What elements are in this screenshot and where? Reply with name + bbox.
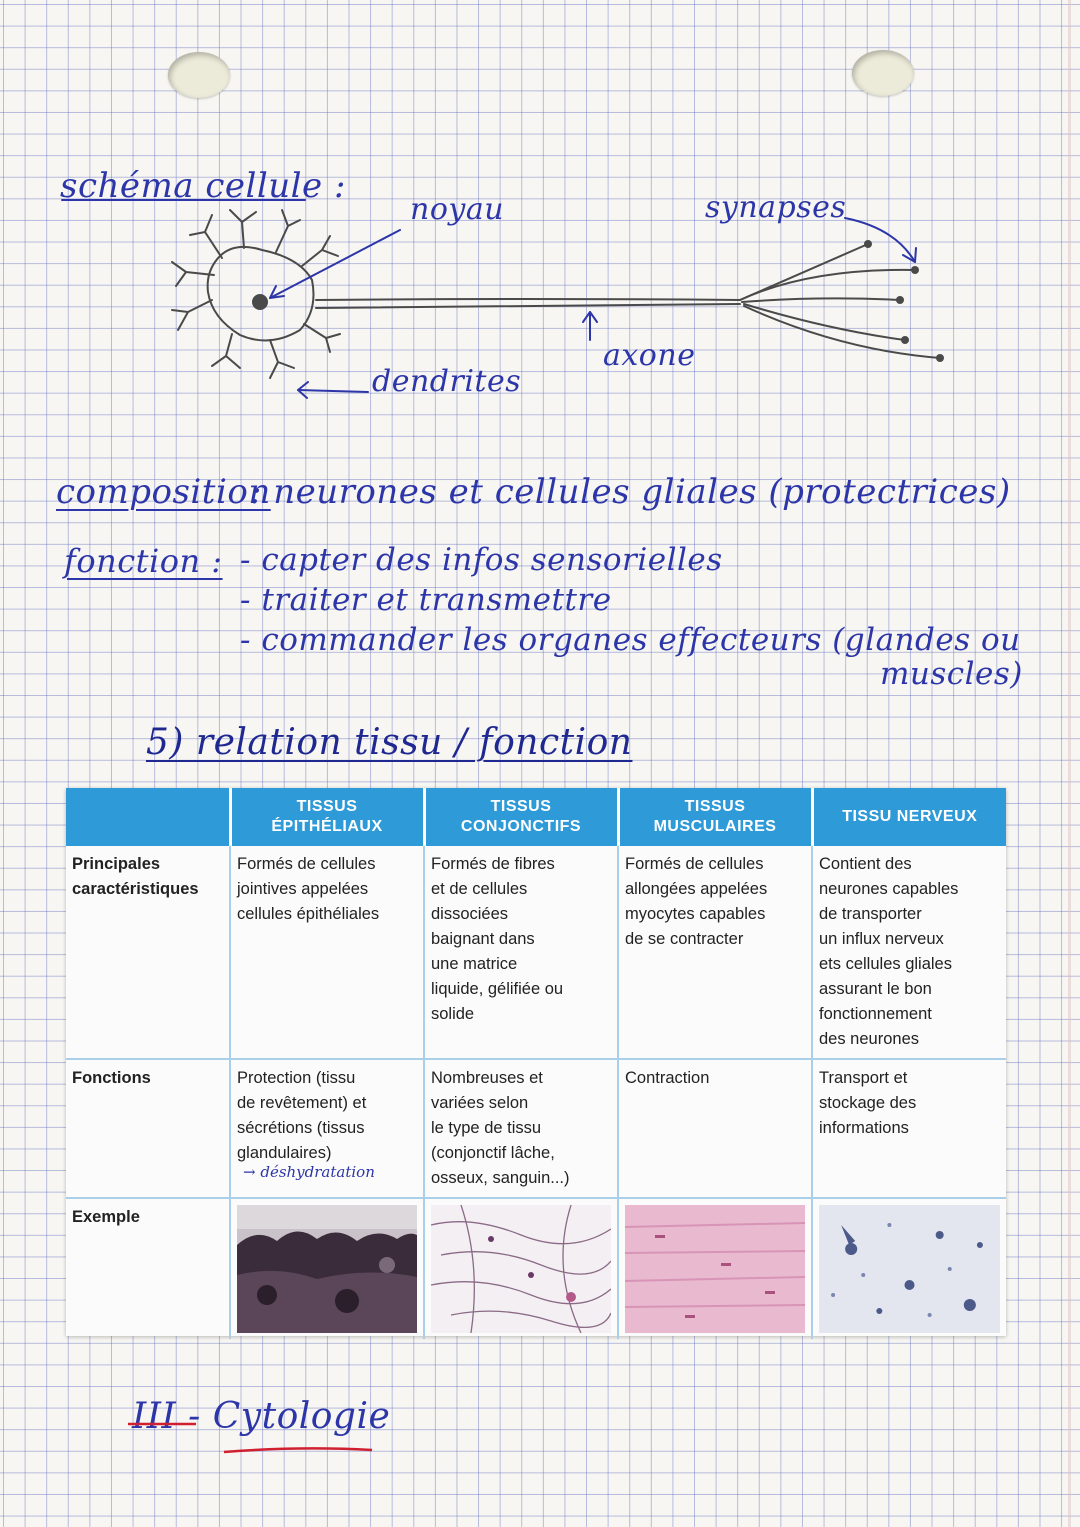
- section-5-title: 5) relation tissu / fonction: [146, 722, 633, 763]
- cell-functions-epitheliaux: [230, 1059, 424, 1198]
- rowhead-characteristics: Principales caractéristiques: [66, 846, 230, 1059]
- label-axone: axone: [603, 338, 696, 373]
- cell-characteristics-musculaires: Formés de cellules allongées appelées myocytes capables de se contracter: [618, 846, 812, 1059]
- label-dendrites: dendrites: [372, 364, 522, 399]
- nervous-tissue-image: [819, 1205, 1000, 1333]
- fonction-label: fonction :: [64, 542, 223, 580]
- schema-title: schéma cellule :: [60, 166, 346, 206]
- connective-tissue-image: [431, 1205, 611, 1333]
- cell-functions-conjonctifs: Nombreuses et variées selon le type de tissu (conjonctif lâche, osseux, sanguin...): [424, 1059, 618, 1198]
- section-3-title: [132, 1396, 390, 1437]
- table-header-row: [66, 788, 1006, 846]
- label-synapses: synapses: [705, 190, 847, 225]
- tissue-table-card: [66, 788, 1006, 1336]
- cell-example-epitheliaux: [230, 1198, 424, 1339]
- composition-text: : neurones et cellules gliales (protectrices): [250, 472, 1011, 512]
- fonction-item-1: - capter des infos sensorielles: [240, 542, 723, 578]
- rowhead-example: Exemple: [66, 1198, 230, 1339]
- header-epitheliaux: TISSUS ÉPITHÉLIAUX: [230, 788, 424, 846]
- handwritten-note-deshydratation: → déshydratation: [243, 1163, 375, 1181]
- rowhead-functions: Fonctions: [66, 1059, 230, 1198]
- cell-characteristics-conjonctifs: Formés de fibres et de cellules dissociées baignant dans une matrice liquide, gélifiée ou solide: [424, 846, 618, 1059]
- section-3-title-text: III - Cytologie: [132, 1396, 391, 1437]
- fonction-item-4: muscles): [880, 656, 1023, 692]
- neuron-diagram: [0, 0, 1080, 460]
- label-noyau: noyau: [410, 192, 505, 227]
- header-conjonctifs: TISSUS CONJONCTIFS: [424, 788, 618, 846]
- header-musculaires: TISSUS MUSCULAIRES: [618, 788, 812, 846]
- cell-functions-epitheliaux-text: Protection (tissu de revêtement) et sécrétions (tissus glandulaires): [237, 1069, 367, 1162]
- muscle-tissue-image: [625, 1205, 805, 1333]
- cell-example-nerveux: [812, 1198, 1006, 1339]
- table-row-functions: [66, 1059, 1006, 1198]
- cell-example-conjonctifs: [424, 1198, 618, 1339]
- header-nerveux: TISSU NERVEUX: [812, 788, 1006, 846]
- table-row-characteristics: [66, 846, 1006, 1059]
- epithelial-tissue-image: [237, 1205, 417, 1333]
- tissue-table: [66, 788, 1006, 1339]
- fonction-item-2: - traiter et transmettre: [240, 582, 612, 618]
- fonction-item-3: - commander les organes effecteurs (glandes ou: [240, 622, 1021, 658]
- header-blank: [66, 788, 230, 846]
- cell-characteristics-nerveux: Contient des neurones capables de transporter un influx nerveux ets cellules gliales assurant le bon fonctionnement des neurones: [812, 846, 1006, 1059]
- cell-characteristics-epitheliaux: Formés de cellules jointives appelées cellules épithéliales: [230, 846, 424, 1059]
- cell-functions-musculaires: Contraction: [618, 1059, 812, 1198]
- cell-example-musculaires: [618, 1198, 812, 1339]
- composition-label: composition: [56, 472, 271, 512]
- cell-functions-nerveux: Transport et stockage des informations: [812, 1059, 1006, 1198]
- table-row-example: [66, 1198, 1006, 1339]
